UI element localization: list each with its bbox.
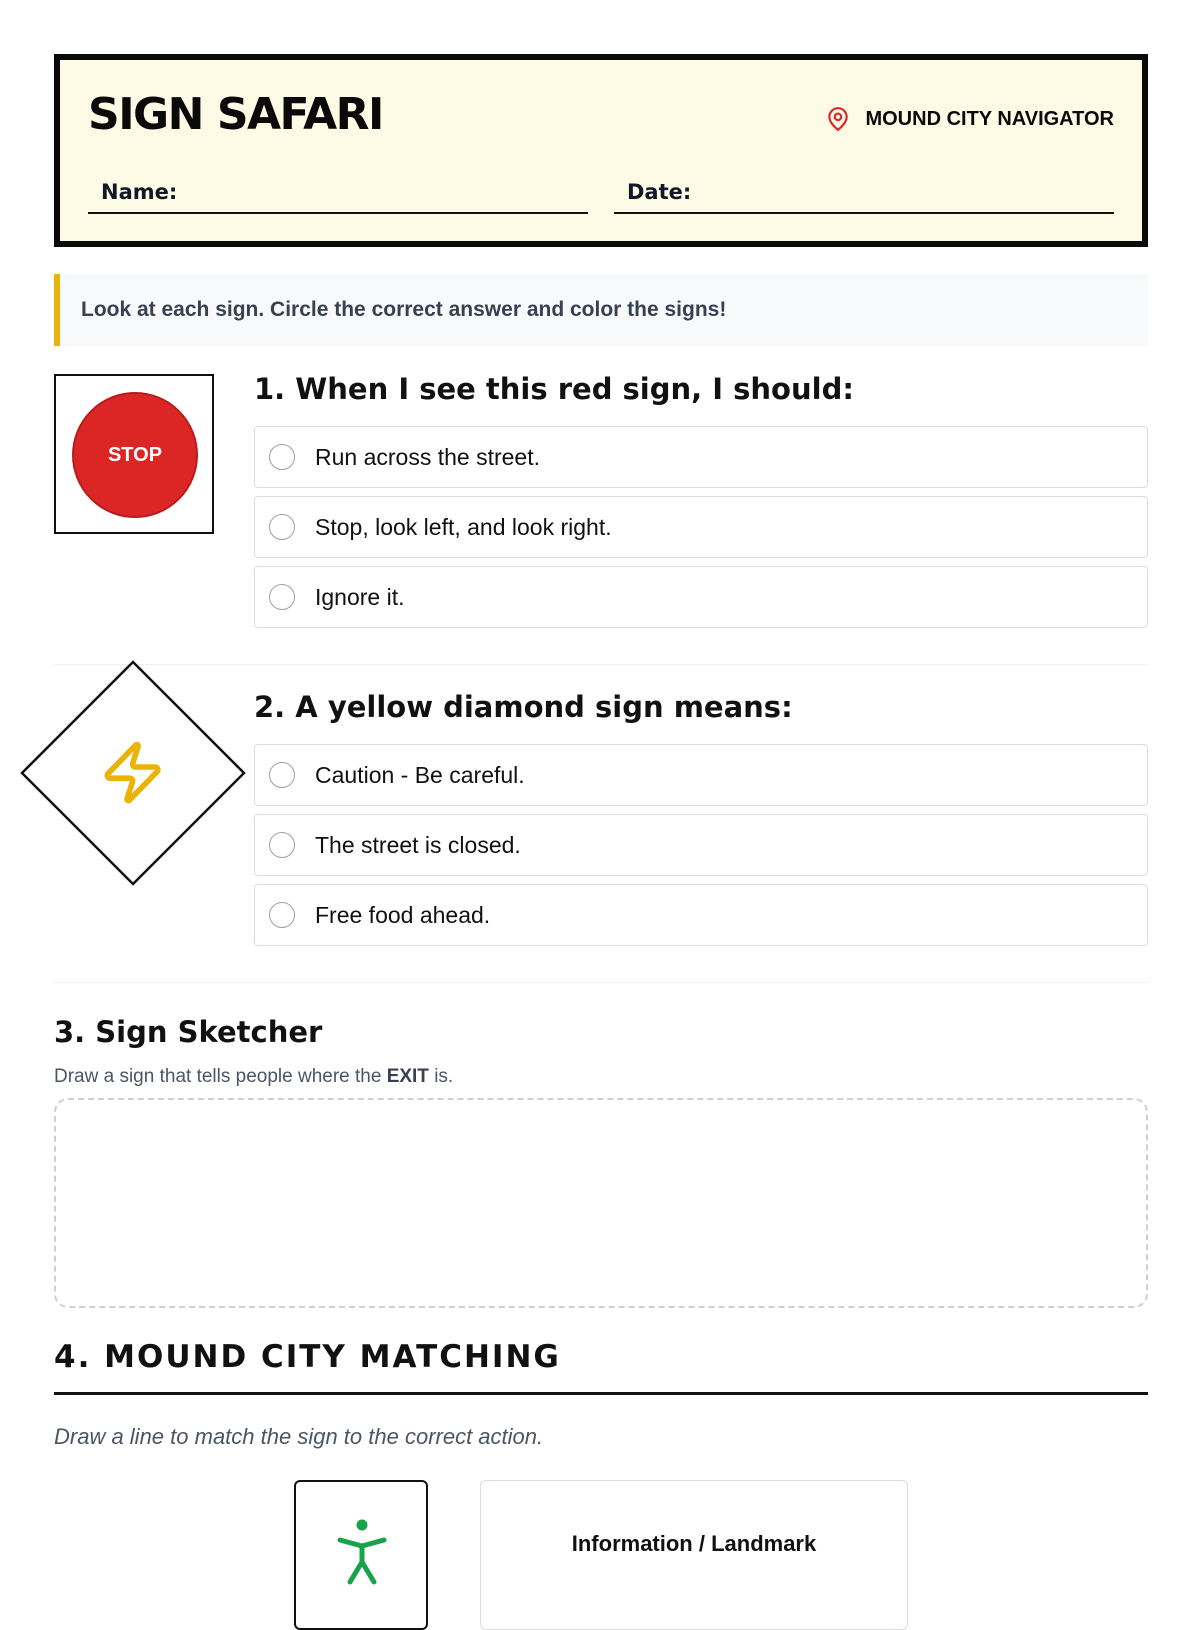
sketcher-description bbox=[54, 1066, 453, 1088]
section-divider bbox=[54, 982, 1148, 983]
sketcher-desc-before: Draw a sign that tells people where the bbox=[54, 1066, 387, 1087]
matching-action-card[interactable] bbox=[480, 1480, 908, 1630]
date-label: Date: bbox=[627, 180, 692, 204]
instruction-banner: Look at each sign. Circle the correct answer and color the signs! bbox=[54, 274, 1148, 346]
matching-sign-card[interactable] bbox=[294, 1480, 428, 1630]
question-1-option-1[interactable] bbox=[254, 426, 1148, 488]
sketcher-desc-after: is. bbox=[428, 1066, 454, 1087]
brand bbox=[825, 106, 1114, 132]
date-field[interactable] bbox=[614, 178, 1114, 214]
option-label: Stop, look left, and look right. bbox=[315, 513, 612, 540]
radio-circle[interactable] bbox=[269, 832, 295, 858]
name-field[interactable] bbox=[88, 178, 588, 214]
matching-title: 4. MOUND CITY MATCHING bbox=[54, 1342, 1148, 1395]
question-2-option-2[interactable] bbox=[254, 814, 1148, 876]
question-2-option-3[interactable] bbox=[254, 884, 1148, 946]
question-1-title: 1. When I see this red sign, I should: bbox=[254, 372, 854, 406]
option-label: Ignore it. bbox=[315, 583, 405, 610]
sketcher-title: 3. Sign Sketcher bbox=[54, 1015, 323, 1049]
worksheet bbox=[54, 54, 1148, 1556]
brand-label: MOUND CITY NAVIGATOR bbox=[865, 107, 1114, 130]
sketcher-desc-bold: EXIT bbox=[386, 1066, 429, 1087]
stop-sign-text: STOP bbox=[107, 443, 163, 466]
question-2-title: 2. A yellow diamond sign means: bbox=[254, 690, 793, 724]
matching-action-label: Information / Landmark bbox=[571, 1531, 817, 1556]
radio-circle[interactable] bbox=[269, 762, 295, 788]
map-pin-icon bbox=[825, 106, 851, 132]
radio-circle[interactable] bbox=[269, 902, 295, 928]
radio-circle[interactable] bbox=[269, 514, 295, 540]
stop-sign-frame bbox=[54, 374, 214, 534]
question-1-option-3[interactable] bbox=[254, 566, 1148, 628]
diamond-shape bbox=[22, 662, 244, 884]
stop-sign bbox=[72, 392, 198, 518]
page-title: SIGN SAFARI bbox=[88, 89, 383, 140]
sketch-area[interactable] bbox=[54, 1098, 1148, 1308]
question-1-option-2[interactable] bbox=[254, 496, 1148, 558]
caution-diamond-sign bbox=[20, 660, 246, 886]
matching-description: Draw a line to match the sign to the correct action. bbox=[54, 1424, 544, 1449]
option-label: Run across the street. bbox=[315, 443, 540, 470]
option-label: The street is closed. bbox=[315, 831, 521, 858]
option-label: Free food ahead. bbox=[315, 901, 491, 928]
name-label: Name: bbox=[101, 180, 178, 204]
question-2-option-1[interactable] bbox=[254, 744, 1148, 806]
radio-circle[interactable] bbox=[269, 444, 295, 470]
person-walking-icon bbox=[334, 1516, 390, 1588]
option-label: Caution - Be careful. bbox=[315, 761, 525, 788]
worksheet-header bbox=[54, 54, 1148, 247]
radio-circle[interactable] bbox=[269, 584, 295, 610]
